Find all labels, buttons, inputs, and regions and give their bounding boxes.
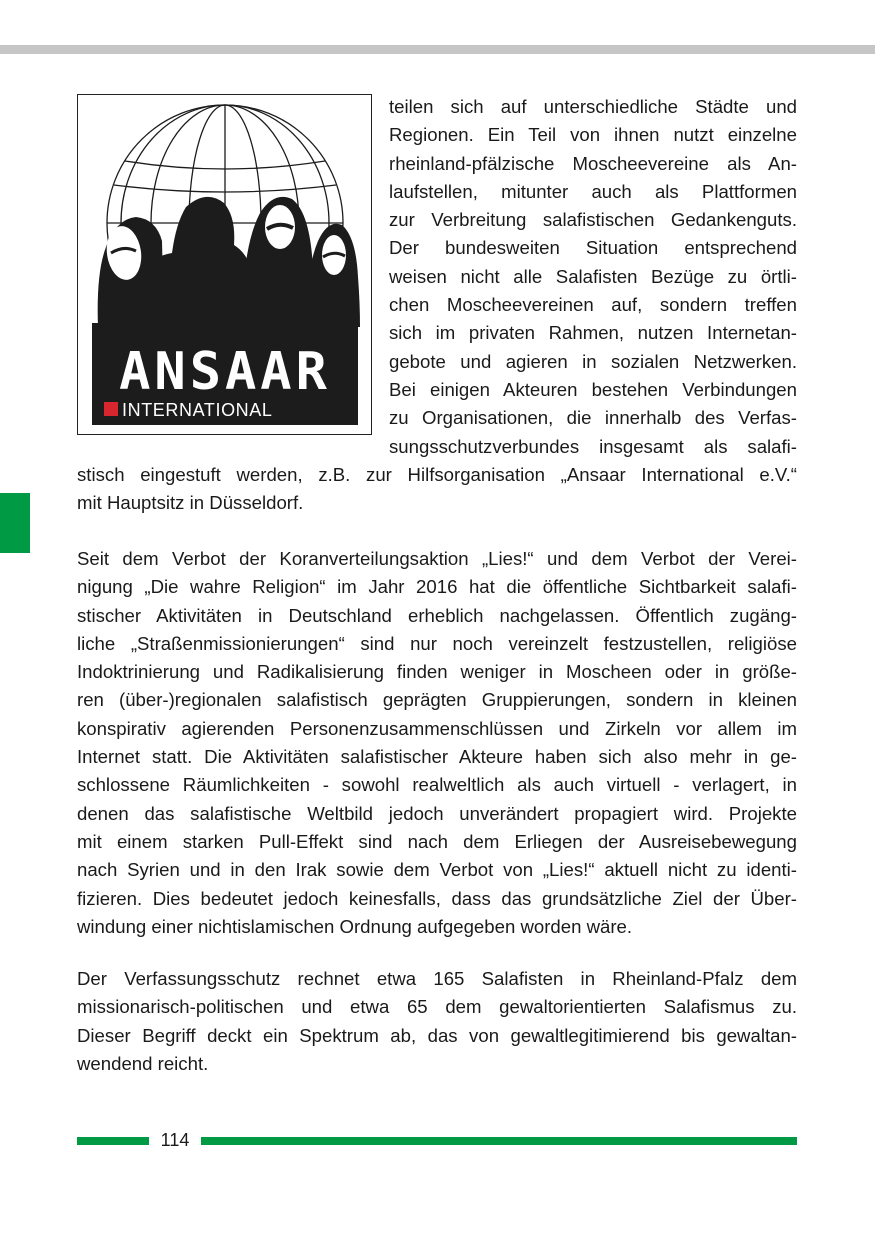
text-line: Indoktrinierung und Radikalisierung finden weniger in Moscheen oder in größe-	[77, 661, 797, 683]
chapter-marker-tab	[0, 493, 30, 553]
header-rule	[0, 45, 875, 54]
text-line: rheinland-pfälzische Moscheevereine als An-	[389, 152, 797, 174]
text-line: stisch eingestuft werden, z.B. zur Hilfsorganisation „Ansaar International e.V.“	[77, 464, 797, 485]
text-line: missionarisch-politischen und etwa 65 dem gewaltorientierten Salafismus zu.	[77, 996, 797, 1018]
text-line: gebote und agieren in sozialen Netzwerken.	[389, 350, 797, 372]
text-line: nigung „Die wahre Religion“ im Jahr 2016 hat die öffentliche Sichtbarkeit salafi-	[77, 576, 797, 598]
text-line: Seit dem Verbot der Koranverteilungsaktion „Lies!“ und dem Verbot der Verei-	[77, 548, 797, 569]
text-line: konspirativ agierenden Personenzusammenschlüssen und Zirkeln vor allem im	[77, 717, 797, 739]
text-line: liche „Straßenmissionierungen“ sind nur noch vereinzelt festzustellen, religiöse	[77, 632, 797, 654]
text-line: laufstellen, mitunter auch als Plattformen	[389, 180, 797, 202]
text-line: teilen sich auf unterschiedliche Städte und	[389, 96, 797, 117]
text-line: mit einem starken Pull-Effekt sind nach dem Erliegen der Ausreisebewegung	[77, 830, 797, 852]
footer-rule-right	[201, 1137, 797, 1145]
text-line: ren (über-)regionalen salafistisch geprägten Gruppierungen, sondern in kleinen	[77, 689, 797, 711]
wrapped-paragraph	[389, 93, 797, 461]
ansaar-logo-image	[78, 95, 371, 434]
text-line: zu Organisationen, die innerhalb des Verfas-	[389, 407, 797, 429]
text-line: Regionen. Ein Teil von ihnen nutzt einzelne	[389, 124, 797, 146]
text-line: Der Verfassungsschutz rechnet etwa 165 Salafisten in Rheinland-Pfalz dem	[77, 968, 797, 989]
text-line: Bei einigen Akteuren bestehen Verbindungen	[389, 378, 797, 400]
logo-title-text: ANSAAR	[119, 342, 331, 402]
text-line: Dieser Begriff deckt ein Spektrum ab, das von gewaltlegitimierend bis gewaltan-	[77, 1024, 797, 1046]
page-number: 114	[160, 1130, 190, 1150]
logo-red-square-icon	[104, 402, 118, 416]
text-line: nach Syrien und in den Irak sowie dem Verbot von „Lies!“ aktuell nicht zu identi-	[77, 859, 797, 881]
text-line: Der bundesweiten Situation entsprechend	[389, 237, 797, 259]
footer-rule-left	[77, 1137, 149, 1145]
paragraph-2	[77, 545, 797, 941]
paragraph-3	[77, 965, 797, 1078]
text-line: chen Moscheevereinen auf, sondern treffen	[389, 294, 797, 316]
text-line: sich im privaten Rahmen, nutzen Internetan-	[389, 322, 797, 344]
text-line: sungsschutzverbundes insgesamt als salafi-	[389, 435, 797, 457]
logo-subtitle-text: INTERNATIONAL	[122, 400, 273, 420]
text-line: weisen nicht alle Salafisten Bezüge zu örtli-	[389, 265, 797, 287]
text-line: windung einer nichtislamischen Ordnung aufgegeben worden wäre.	[77, 915, 633, 937]
paragraph-continuation	[77, 461, 797, 518]
text-line: wendend reicht.	[77, 1052, 209, 1074]
text-line: schlossene Räumlichkeiten - sowohl realweltlich als auch virtuell - verlagert, in	[77, 774, 797, 796]
text-line: fizieren. Dies bedeutet jedoch keinesfalls, dass das grundsätzliche Ziel der Über-	[77, 887, 797, 909]
text-line: zur Verbreitung salafistischen Gedankenguts.	[389, 209, 797, 231]
ansaar-logo-figure	[77, 94, 372, 435]
silhouette-figures-icon	[98, 197, 360, 327]
text-line: Internet statt. Die Aktivitäten salafistischer Akteure haben sich also mehr in ge-	[77, 746, 797, 768]
text-line: mit Hauptsitz in Düsseldorf.	[77, 492, 304, 514]
text-line: denen das salafistische Weltbild jedoch unverändert propagiert wird. Projekte	[77, 802, 797, 824]
text-line: stischer Aktivitäten in Deutschland erheblich nachgelassen. Öffentlich zugäng-	[77, 604, 797, 626]
